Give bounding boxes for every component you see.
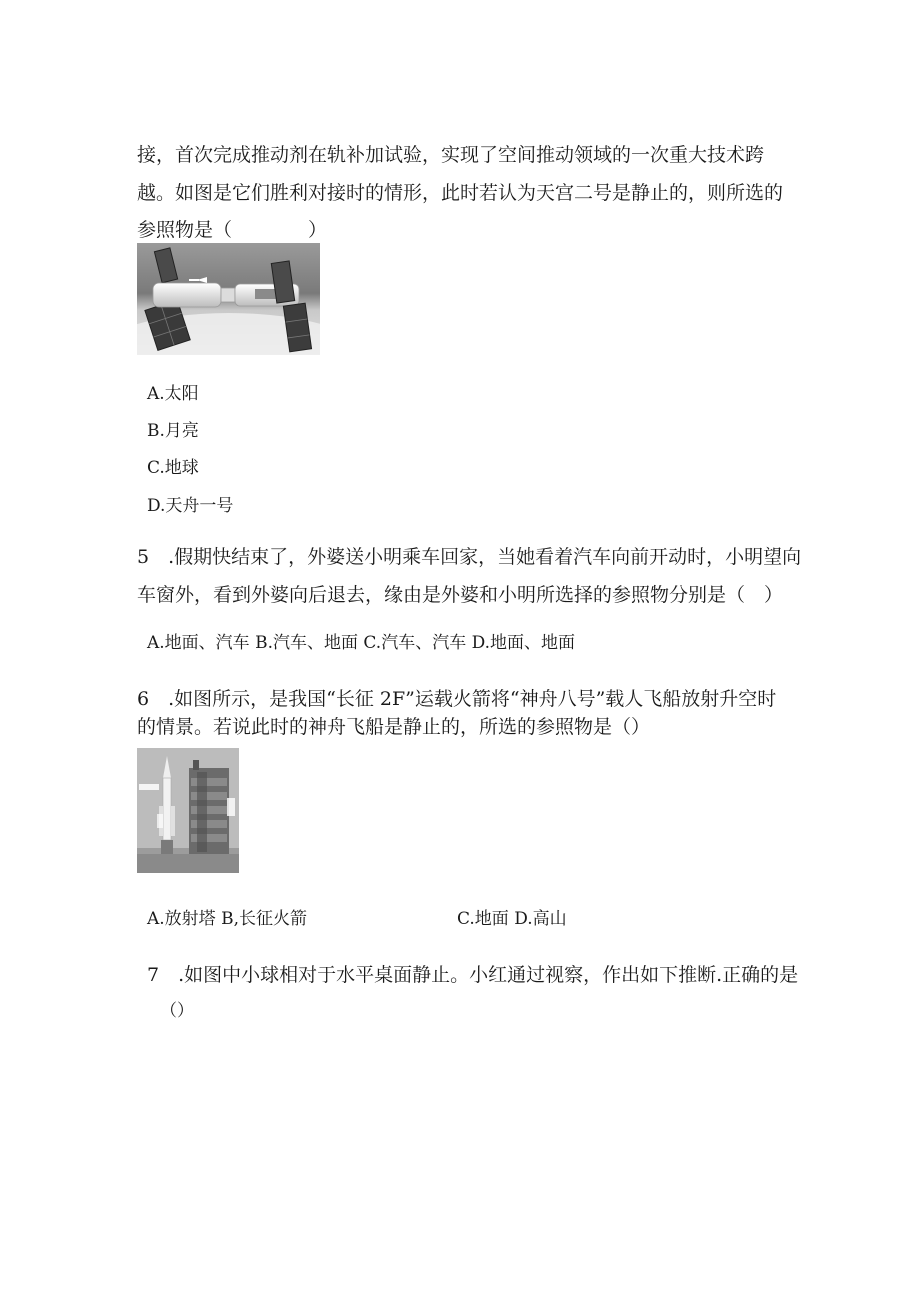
q4-line-3: 参照物是（ ） bbox=[137, 219, 328, 241]
rocket-launch-tower-photo bbox=[137, 748, 239, 873]
q6-line-1: 6 .如图所示，是我国“长征 2F”运载火箭将“神舟八号”载人飞船放射升空时 bbox=[137, 688, 777, 710]
space-station-docking-photo bbox=[137, 243, 320, 355]
q4-option-a: A.太阳 bbox=[147, 384, 199, 404]
q6-option-left: A.放射塔 B,长征火箭 bbox=[147, 909, 307, 929]
q7-line-1: 7 .如图中小球相对于水平桌面静止。小红通过视察，作出如下推断.正确的是 bbox=[147, 964, 799, 986]
q6-option-right: C.地面 D.高山 bbox=[457, 909, 567, 929]
q6-line-2: 的情景。若说此时的神舟飞船是静止的，所选的参照物是（） bbox=[137, 716, 651, 738]
q4-line-2: 越。如图是它们胜利对接时的情形，此时若认为天宫二号是静止的，则所选的 bbox=[137, 182, 784, 204]
q4-option-c: C.地球 bbox=[147, 458, 199, 478]
q5-line-2: 车窗外，看到外婆向后退去，缘由是外婆和小明所选择的参照物分别是（ ） bbox=[137, 584, 784, 606]
q5-options: A.地面、汽车 B.汽车、地面 C.汽车、汽车 D.地面、地面 bbox=[147, 633, 576, 653]
q7-line-2: （） bbox=[160, 1001, 194, 1021]
q5-line-1: 5 .假期快结束了，外婆送小明乘车回家，当她看着汽车向前开动时，小明望向 bbox=[137, 546, 802, 568]
q4-line-1: 接，首次完成推动剂在轨补加试验，实现了空间推动领域的一次重大技术跨 bbox=[137, 144, 765, 166]
q4-option-b: B.月亮 bbox=[147, 421, 199, 441]
q4-option-d: D.天舟一号 bbox=[147, 496, 234, 516]
